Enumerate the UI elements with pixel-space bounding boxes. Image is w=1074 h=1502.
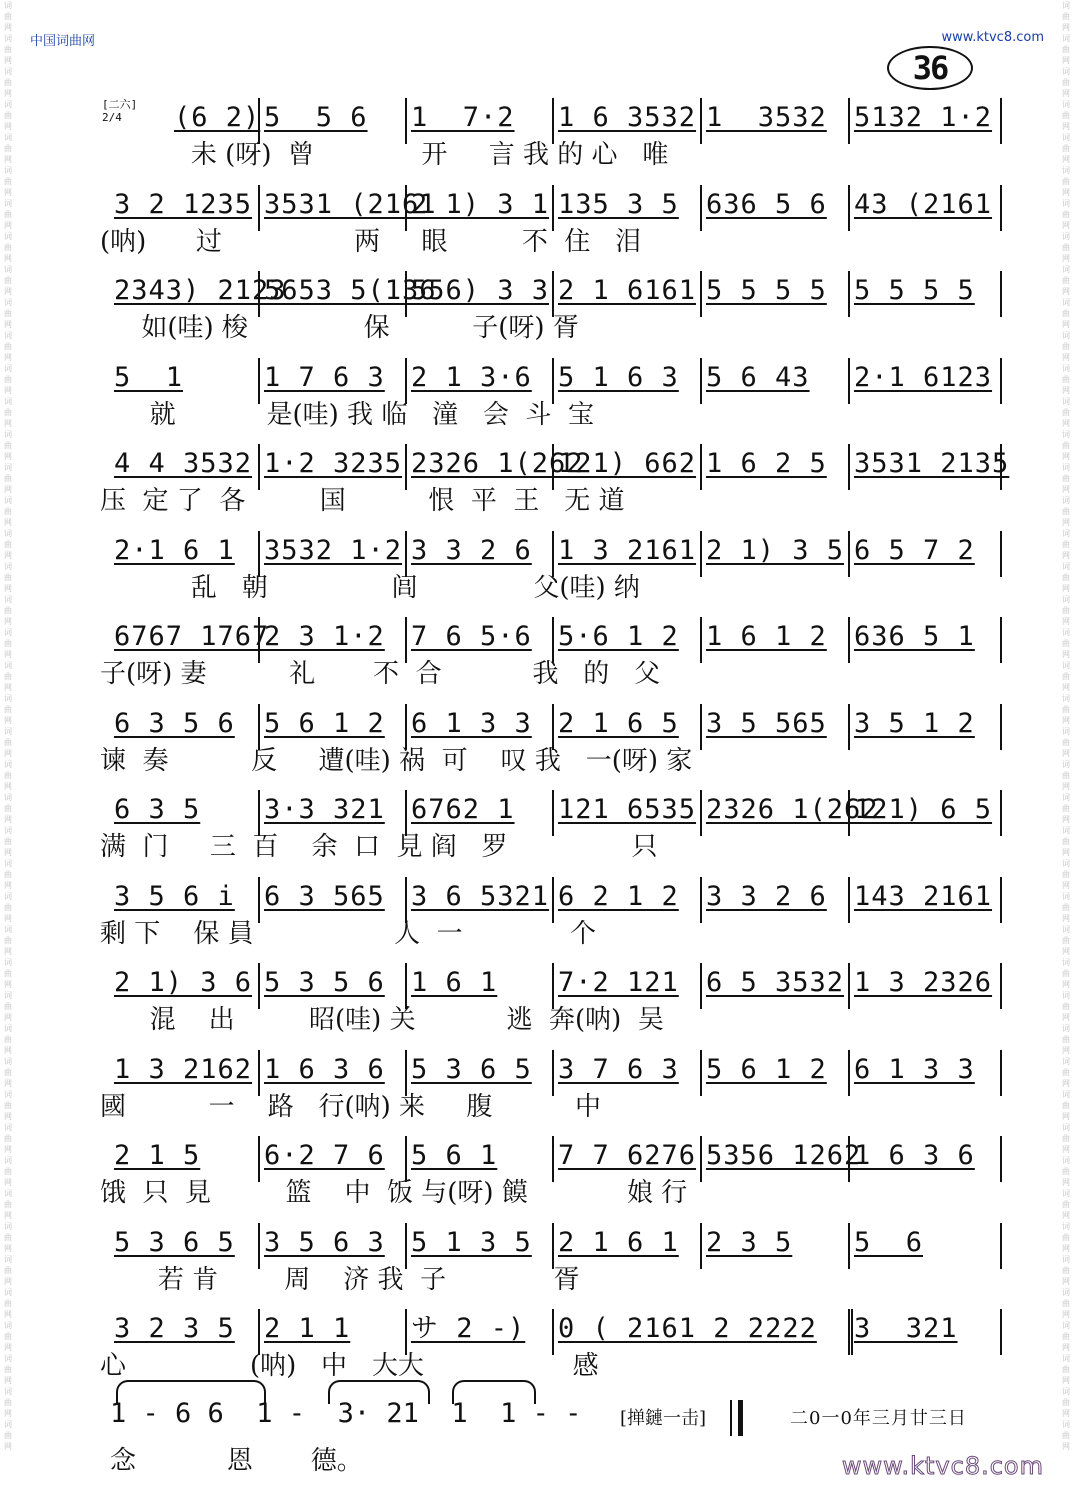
measure-notes: 1 3 2161 <box>558 534 697 566</box>
measure <box>848 617 1002 663</box>
measure-notes: 636 5 1 <box>854 621 975 652</box>
score-system <box>100 611 1010 698</box>
measure <box>108 963 260 1009</box>
page-number: 36 <box>887 46 973 90</box>
measure-notes: 3·3 321 <box>264 794 385 825</box>
measure-notes: 6 3 5 6 <box>114 707 235 739</box>
measure-notes: 5 5 6 <box>264 102 368 133</box>
measure-notes: 2 1) 3 6 <box>114 967 253 998</box>
lyrics-line: 饿 只 見 篮 中 饭 与(呀) 饃 娘 行 <box>100 1178 688 1208</box>
measure-notes: 2 1 5 <box>114 1140 201 1171</box>
measure <box>258 1309 407 1355</box>
measure <box>405 704 554 750</box>
measure-notes: 6 3 565 <box>264 880 385 912</box>
measure-notes: 6 1 3 3 <box>411 707 532 739</box>
measure <box>108 704 260 750</box>
lyrics-line: 混 出 昭(哇) 关 逃 奔(呐) 吴 <box>100 1005 664 1035</box>
measure <box>700 98 850 144</box>
measure <box>258 531 407 577</box>
score-system <box>100 1217 1010 1304</box>
measure <box>700 617 850 663</box>
measure-notes: 121) 6 5 <box>854 794 993 825</box>
measure-notes: 5 3 6 5 <box>114 1226 235 1258</box>
measure-notes: 2 1) 3 1 <box>411 188 550 220</box>
measure <box>848 98 1002 144</box>
score-system <box>100 1130 1010 1217</box>
measure <box>258 185 437 231</box>
measure <box>405 877 554 923</box>
measure-notes: 6767 1767 <box>114 621 270 652</box>
measure-notes: 143 2161 <box>854 880 993 912</box>
measure <box>168 98 260 144</box>
measure <box>848 1136 1002 1182</box>
lyrics-line: 压 定 了 各 国 恨 平 王 无 道 <box>100 486 625 516</box>
measure-notes: 1 3 2162 <box>114 1053 253 1085</box>
measure-notes: 121 6535 <box>558 794 697 825</box>
measure <box>700 1223 850 1269</box>
measure <box>108 877 260 923</box>
measure <box>552 98 702 144</box>
measure-notes: 7·2 121 <box>558 967 679 998</box>
measure-notes: 5653 5(136 <box>264 275 437 306</box>
measure <box>405 1136 554 1182</box>
measure-notes: 5 3 6 5 <box>411 1053 532 1085</box>
measure-notes: 2 3 1·2 <box>264 621 385 652</box>
measure-notes: 3 321 <box>854 1313 958 1344</box>
score-system <box>100 1044 1010 1131</box>
measure <box>552 531 702 577</box>
measure-notes: 636 5 6 <box>706 188 827 220</box>
measure <box>700 358 850 404</box>
measure-notes: 5 6 43 <box>706 361 810 393</box>
measure-notes: 5 1 <box>114 361 184 393</box>
measure-notes: 1 3532 <box>706 102 827 133</box>
measure <box>700 963 850 1009</box>
lyrics-line: 國 一 路 行(呐) 来 腹 中 <box>100 1091 602 1122</box>
measure <box>848 1050 1002 1096</box>
jianpu-score <box>100 92 1010 1390</box>
lyrics-line: 心 (呐) 中 大大 感 <box>100 1351 599 1381</box>
measure-notes: 7 6 5·6 <box>411 621 532 652</box>
measure <box>700 877 850 923</box>
measure <box>258 1223 407 1269</box>
site-name-watermark: 中国词曲网 <box>30 34 96 49</box>
date-note: 二0一0年三月廿三日 <box>790 1408 967 1429</box>
measure-notes: 135 3 5 <box>558 188 679 220</box>
ending-marking: [掸鏈一击] <box>620 1408 707 1429</box>
measure <box>405 531 554 577</box>
measure-notes: 2 3 5 <box>706 1226 793 1258</box>
measure <box>848 185 1002 231</box>
measure <box>108 185 260 231</box>
measure <box>552 185 702 231</box>
measure-notes: 0 ( 2161 2 2222 <box>558 1313 817 1344</box>
measure <box>700 790 879 836</box>
score-system <box>100 957 1010 1044</box>
measure <box>700 704 850 750</box>
measure <box>108 1050 260 1096</box>
measure <box>108 444 260 490</box>
measure-notes: 1 7 6 3 <box>264 361 385 393</box>
site-url-watermark: www.ktvc8.com <box>941 30 1044 45</box>
measure-notes: 1 6 2 5 <box>706 448 827 479</box>
measure <box>552 963 702 1009</box>
measure-notes: 1 6 1 <box>411 967 498 998</box>
measure <box>848 790 1002 836</box>
measure-notes: 5132 1·2 <box>854 102 993 133</box>
measure <box>108 358 260 404</box>
measure-notes: 5 3 5 6 <box>264 967 385 998</box>
measure-notes: 3 6 5321 <box>411 880 550 912</box>
measure-notes: 5 6 1 2 <box>264 707 385 739</box>
measure <box>552 271 702 317</box>
score-system <box>100 525 1010 612</box>
measure <box>700 1050 850 1096</box>
measure-notes: 2 1 6161 <box>558 275 697 306</box>
measure-notes: 3 5 6 3 <box>264 1226 385 1258</box>
lyrics-line: 剩 下 保 員 人 一 个 <box>100 918 597 949</box>
measure <box>700 1136 862 1182</box>
measure-notes: 1·2 3235 <box>264 448 403 479</box>
measure-notes: 5·6 1 2 <box>558 621 679 652</box>
measure-notes: 121) 662 <box>558 448 697 479</box>
measure <box>405 617 554 663</box>
measure-notes: 3 3 2 6 <box>706 880 827 912</box>
measure-notes: 3 2 3 5 <box>114 1313 235 1344</box>
measure-notes: 4 4 3532 <box>114 448 253 479</box>
measure-notes: 5 1 3 5 <box>411 1226 532 1258</box>
score-system <box>100 784 1010 871</box>
measure-notes: 2 1 6 5 <box>558 707 679 739</box>
lyrics-line: 就 是(哇) 我 临 潼 会 斗 宝 <box>100 399 594 430</box>
measure <box>405 1223 554 1269</box>
measure <box>552 617 702 663</box>
measure-notes: 2343) 2123 <box>114 275 287 306</box>
measure <box>552 444 702 490</box>
measure <box>108 531 260 577</box>
score-system <box>100 871 1010 958</box>
measure-notes: 6 5 3532 <box>706 967 845 998</box>
lyrics-line: 子(呀) 妻 礼 不 合 我 的 父 <box>100 659 661 689</box>
measure-notes: 1 3 2326 <box>854 967 993 998</box>
measure-notes: 3 5 6 i <box>114 880 235 912</box>
measure <box>258 1050 407 1096</box>
measure-notes: 6762 1 <box>411 794 515 825</box>
final-notes: 1 - 6 6 1 - 3· 21 1 1 - - <box>110 1398 582 1429</box>
side-watermark-right: 词曲网词曲网词曲网词曲网词曲网词曲网词曲网词曲网词曲网词曲网词曲网词曲网词曲网词曲网词曲网词曲网词曲网词曲网词曲网词曲网词曲网词曲网词曲网词曲网词曲网词曲网词曲网词曲网词曲网词曲网词曲网词曲网词曲网词曲网词曲网词曲网词曲网词曲网词曲网词曲网词曲网词曲网词曲网词曲网 <box>1062 1 1070 1451</box>
measure-notes: 1 6 3 6 <box>264 1053 385 1085</box>
side-watermark-left: 词曲网词曲网词曲网词曲网词曲网词曲网词曲网词曲网词曲网词曲网词曲网词曲网词曲网词曲网词曲网词曲网词曲网词曲网词曲网词曲网词曲网词曲网词曲网词曲网词曲网词曲网词曲网词曲网词曲网词曲网词曲网词曲网词曲网词曲网词曲网词曲网词曲网词曲网词曲网词曲网词曲网词曲网词曲网词曲网 <box>4 1 12 1451</box>
measure-notes: 2 1) 3 5 <box>706 534 845 566</box>
measure-notes: 5356 1262 <box>706 1140 862 1171</box>
lyrics-line: 谏 奏 反 遭(哇) 祸 可 叹 我 一(呀) 家 <box>100 745 693 776</box>
measure <box>258 1136 407 1182</box>
measure <box>552 1223 702 1269</box>
measure <box>848 271 1002 317</box>
measure <box>700 271 850 317</box>
score-system <box>100 698 1010 785</box>
measure <box>552 1309 853 1355</box>
measure <box>700 531 850 577</box>
measure <box>700 444 850 490</box>
measure <box>108 1136 260 1182</box>
measure <box>108 271 287 317</box>
measure-notes: 3 5 565 <box>706 707 827 739</box>
measure <box>848 877 1002 923</box>
measure <box>405 1050 554 1096</box>
score-system <box>100 1303 1010 1390</box>
lyrics-line: (呐) 过 两 眼 不 住 泪 <box>100 226 642 257</box>
measure <box>258 98 407 144</box>
measure <box>405 963 554 1009</box>
measure <box>405 358 554 404</box>
score-system <box>100 92 1010 179</box>
measure-notes: 6 2 1 2 <box>558 880 679 912</box>
measure-notes: サ 2 -) <box>411 1313 526 1344</box>
measure <box>552 358 702 404</box>
measure-notes: 1 6 1 2 <box>706 621 827 652</box>
measure <box>848 963 1002 1009</box>
measure <box>108 617 270 663</box>
measure <box>552 704 702 750</box>
measure <box>258 271 437 317</box>
score-system <box>100 179 1010 266</box>
measure <box>848 704 1002 750</box>
measure <box>258 617 407 663</box>
measure-notes: 3 7 6 3 <box>558 1053 679 1085</box>
lyrics-line: 未 (呀) 曾 开 言 我 的 心 唯 <box>100 140 669 170</box>
score-system <box>100 352 1010 439</box>
measure-notes: 3532 1·2 <box>264 534 403 566</box>
measure-notes: 1 7·2 <box>411 102 515 133</box>
measure <box>552 877 702 923</box>
final-barline <box>730 1400 743 1436</box>
lyrics-line: 若 肯 周 济 我 子 胥 <box>100 1264 580 1295</box>
measure <box>848 1309 1002 1355</box>
score-system <box>100 438 1010 525</box>
score-system <box>100 265 1010 352</box>
measure <box>848 531 1002 577</box>
measure <box>405 185 554 231</box>
measure <box>700 185 850 231</box>
measure-notes: 5 1 6 3 <box>558 361 679 393</box>
measure-notes: 6 5 7 2 <box>854 534 975 566</box>
measure-notes: 2326 1(262 <box>706 794 879 825</box>
measure <box>405 271 554 317</box>
lyrics-line: 乱 朝 闾 父(哇) 纳 <box>100 572 640 603</box>
measure-notes: 3531 (2161 <box>264 188 437 220</box>
measure <box>258 358 407 404</box>
measure-notes: 5 6 1 <box>411 1140 498 1171</box>
measure-notes: 2 1 1 <box>264 1313 351 1344</box>
measure-notes: 6 3 5 <box>114 794 201 825</box>
measure <box>108 1223 260 1269</box>
measure <box>405 1309 554 1355</box>
measure-notes: 2326 1(262 <box>411 448 584 479</box>
measure-notes: 3531 2135 <box>854 448 1010 479</box>
measure-notes: 6 1 3 3 <box>854 1053 975 1085</box>
measure-notes: 2 1 3·6 <box>411 361 532 393</box>
bottom-url-watermark: www.ktvc8.com <box>841 1452 1044 1480</box>
measure <box>108 790 260 836</box>
measure <box>405 790 554 836</box>
measure-notes: 3 3 2 6 <box>411 534 532 566</box>
measure-notes: (6 2) <box>174 102 261 133</box>
measure <box>848 358 1002 404</box>
measure <box>258 444 407 490</box>
measure <box>405 444 584 490</box>
measure-notes: 556) 3 3 <box>411 275 550 306</box>
measure-notes: 43 (2161 <box>854 188 993 220</box>
measure <box>552 790 702 836</box>
measure-notes: 6·2 7 6 <box>264 1140 385 1171</box>
measure-notes: 1 6 3532 <box>558 102 697 133</box>
measure <box>848 1223 1002 1269</box>
measure <box>108 1309 260 1355</box>
measure <box>552 1050 702 1096</box>
measure <box>258 790 407 836</box>
lyrics-line: 如(哇) 梭 保 子(呀) 胥 <box>100 313 579 343</box>
measure-notes: 5 6 1 2 <box>706 1053 827 1085</box>
measure-notes: 5 5 5 5 <box>706 275 827 306</box>
measure <box>258 877 407 923</box>
measure-notes: 1 6 3 6 <box>854 1140 975 1171</box>
key-signature-mark: [二六] 2/4 <box>102 98 138 124</box>
measure-notes: 2 1 6 1 <box>558 1226 679 1258</box>
lyrics-line: 满 门 三 百 余 口 見 阎 罗 只 <box>100 832 658 862</box>
measure <box>552 1136 702 1182</box>
measure-notes: 5 6 <box>854 1226 924 1258</box>
measure <box>258 963 407 1009</box>
measure-notes: 2·1 6 1 <box>114 534 235 566</box>
measure-notes: 3 5 1 2 <box>854 707 975 739</box>
final-lyrics: 念 恩 德。 <box>110 1446 363 1476</box>
measure <box>405 98 554 144</box>
measure-notes: 5 5 5 5 <box>854 275 975 306</box>
measure <box>258 704 407 750</box>
measure-notes: 7 7 6276 <box>558 1140 697 1171</box>
measure-notes: 2·1 6123 <box>854 361 993 393</box>
measure-notes: 3 2 1235 <box>114 188 253 220</box>
measure <box>848 444 1010 490</box>
